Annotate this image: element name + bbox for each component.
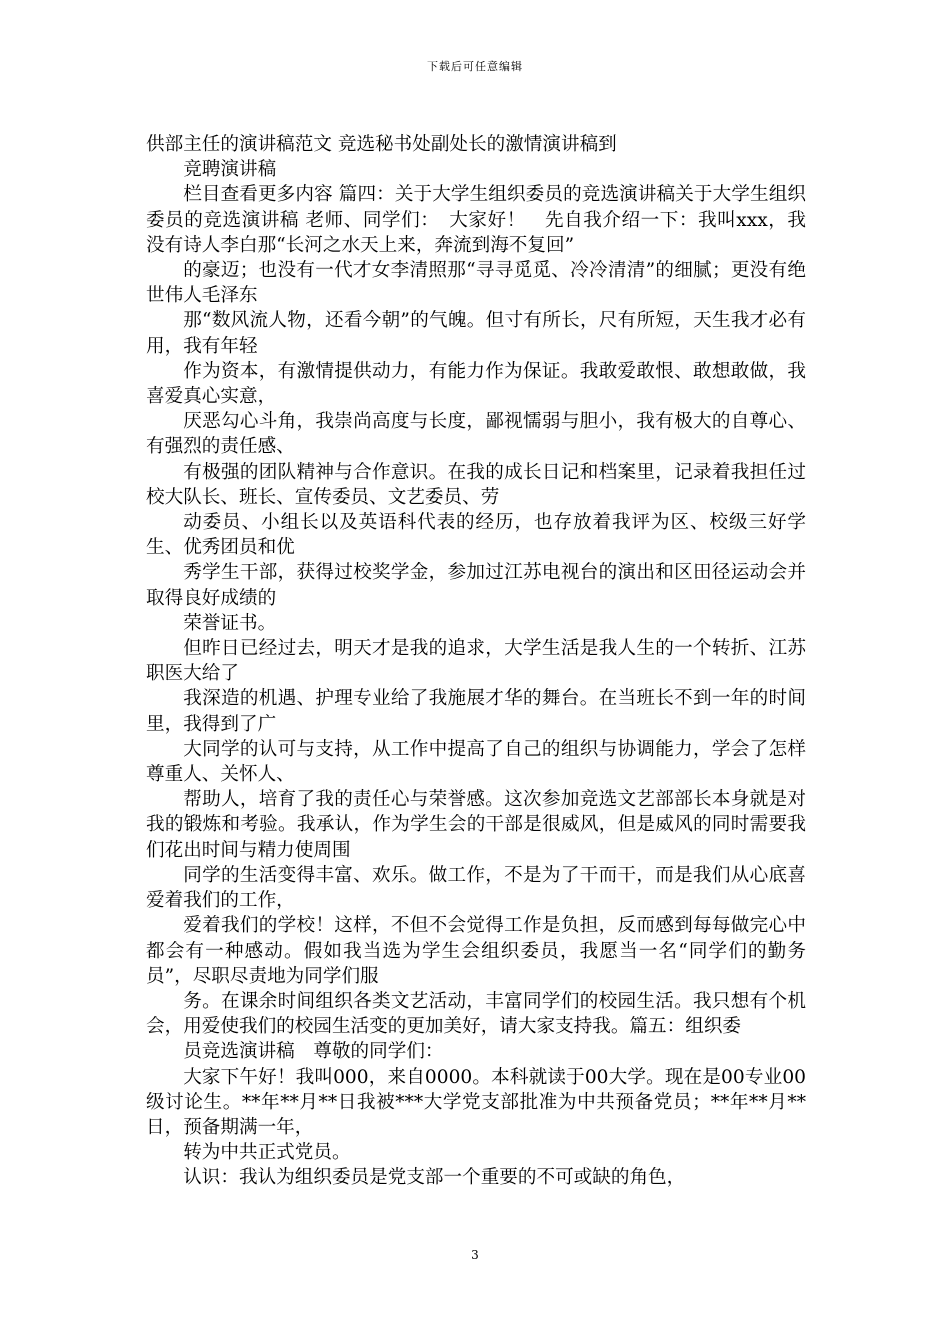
paragraph: 那“数风流人物，还看今朝”的气魄。但寸有所长，尺有所短，天生我才必有用，我有年轻 [146,310,806,357]
paragraph: 但昨日已经过去，明天才是我的追求，大学生活是我人生的一个转折、江苏职医大给了 [146,638,806,685]
paragraph: 同学的生活变得丰富、欢乐。做工作，不是为了干而干，而是我们从心底喜爱着我们的工作， [146,864,806,912]
paragraph: 厌恶勾心斗角，我崇尚高度与长度，鄙视懦弱与胆小，我有极大的自尊心、有强烈的责任感、 [146,411,806,458]
page-header: 下载后可任意编辑 [427,60,523,73]
paragraph: 竞聘演讲稿 [183,159,277,181]
paragraph: 荣誉证书。 [183,612,277,634]
document-body [146,132,806,1191]
paragraph: 爱着我们的学校！这样，不但不会觉得工作是负担，反而感到每每做完心中都会有一种感动。假如我当选为学生会组织委员，我愿当一名“同学们的勤务员”，尽职尽责地为同学们服 [146,915,806,987]
paragraph: 大家下午好！我叫000，来自0000。本科就读于00大学。现在是00专业00级讨论生。**年**月**日我被***大学党支部批准为中共预备党员；**年**月**日，预备期满一年， [146,1066,806,1138]
paragraph: 有极强的团队精神与合作意识。在我的成长日记和档案里，记录着我担任过校大队长、班长、宣传委员、文艺委员、劳 [146,461,806,508]
paragraph: 帮助人，培育了我的责任心与荣誉感。这次参加竞选文艺部部长本身就是对我的锻炼和考验。我承认，作为学生会的干部是很威风，但是威风的同时需要我们花出时间与精力使周围 [146,789,806,861]
paragraph: 大同学的认可与支持，从工作中提高了自己的组织与协调能力，学会了怎样尊重人、关怀人、 [146,738,806,786]
paragraph: 栏目查看更多内容 篇四：关于大学生组织委员的竞选演讲稿关于大学生组织委员的竞选演讲稿 老师、同学们： 大家好！ 先自我介绍一下：我叫xxx，我没有诗人李白那“长河之水天上来，奔流到海不复回” [146,184,806,256]
paragraph: 认识：我认为组织委员是党支部一个重要的不可或缺的角色， [183,1167,686,1189]
paragraph: 我深造的机遇、护理专业给了我施展才华的舞台。在当班长不到一年的时间里，我得到了广 [146,688,806,735]
page-number: 3 [471,1248,479,1262]
paragraph: 务。在课余时间组织各类文艺活动，丰富同学们的校园生活。我只想有个机会，用爱使我们的校园生活变的更加美好，请大家支持我。篇五：组织委 [146,990,806,1038]
paragraph: 转为中共正式党员。 [183,1142,351,1164]
paragraph: 供部主任的演讲稿范文 竞选秘书处副处长的激情演讲稿到 [146,134,617,155]
paragraph: 的豪迈；也没有一代才女李清照那“寻寻觅觅、冷冷清清”的细腻；更没有绝世伟人毛泽东 [146,260,806,307]
paragraph: 动委员、小组长以及英语科代表的经历，也存放着我评为区、校级三好学生、优秀团员和优 [146,512,806,559]
paragraph: 作为资本，有激情提供动力，有能力作为保证。我敢爱敢恨、敢想敢做，我喜爱真心实意， [146,360,806,408]
paragraph: 员竞选演讲稿 尊敬的同学们： [183,1041,444,1063]
paragraph: 秀学生干部，获得过校奖学金，参加过江苏电视台的演出和区田径运动会并取得良好成绩的 [146,562,806,609]
